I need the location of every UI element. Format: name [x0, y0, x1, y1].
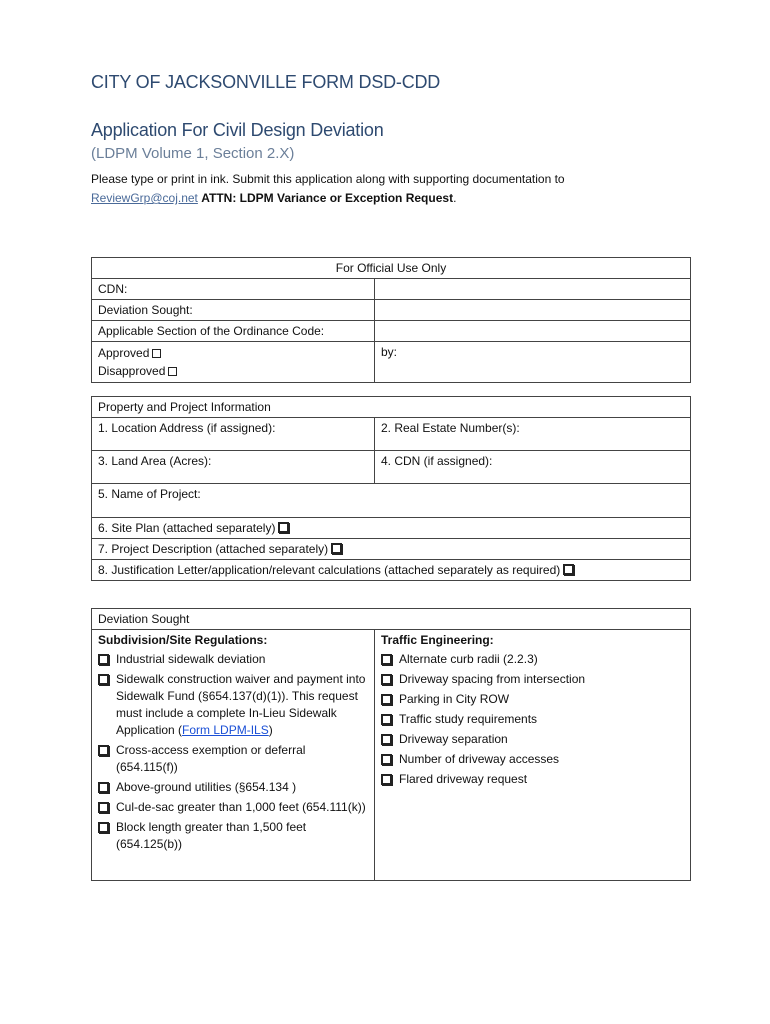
- location-address-label: 1. Location Address (if assigned):: [98, 421, 276, 435]
- subdivision-item: [98, 779, 368, 796]
- traffic-item: [381, 651, 684, 668]
- form-ldpm-ils-link[interactable]: Form LDPM-ILS: [182, 723, 269, 737]
- checkbox[interactable]: [381, 754, 392, 765]
- checkbox[interactable]: [98, 654, 109, 665]
- by-label: by:: [381, 345, 398, 359]
- approved-checkbox[interactable]: [152, 349, 161, 358]
- disapproved-checkbox[interactable]: [168, 367, 177, 376]
- subdivision-item: [98, 651, 368, 668]
- application-title: Application For Civil Design Deviation: [91, 120, 384, 140]
- form-title: CITY OF JACKSONVILLE FORM DSD-CDD: [91, 72, 441, 92]
- traffic-list: [381, 651, 684, 788]
- subdivision-header: Subdivision/Site Regulations:: [98, 633, 268, 647]
- justification-checkbox[interactable]: [563, 564, 574, 575]
- checkbox[interactable]: [98, 674, 109, 685]
- item-label: Block length greater than 1,500 feet (654.125(b)): [116, 820, 307, 851]
- checkbox[interactable]: [381, 714, 392, 725]
- approval-cell: [92, 342, 375, 383]
- traffic-column: [375, 630, 691, 881]
- site-plan-row: [92, 518, 691, 539]
- deviation-label: Deviation Sought:: [92, 300, 375, 321]
- official-use-title: For Official Use Only: [92, 258, 691, 279]
- subdivision-list: [98, 651, 368, 853]
- deviation-field[interactable]: [375, 300, 691, 321]
- traffic-item: [381, 731, 684, 748]
- subdivision-item: [98, 819, 368, 853]
- checkbox[interactable]: [381, 774, 392, 785]
- item-label: Number of driveway accesses: [399, 752, 560, 766]
- checkbox[interactable]: [381, 654, 392, 665]
- justification-row: [92, 560, 691, 581]
- checkbox[interactable]: [381, 674, 392, 685]
- checkbox[interactable]: [98, 782, 109, 793]
- project-desc-checkbox[interactable]: [331, 543, 342, 554]
- property-table: [91, 396, 691, 581]
- real-estate-field[interactable]: [375, 418, 691, 451]
- checkbox[interactable]: [98, 745, 109, 756]
- cdn-assigned-label: 4. CDN (if assigned):: [381, 454, 493, 468]
- item-label: Above-ground utilities (§654.134 ): [116, 780, 297, 794]
- item-label: Cross-access exemption or deferral (654.115(f)): [116, 743, 306, 774]
- section-field[interactable]: [375, 321, 691, 342]
- section-label: Applicable Section of the Ordinance Code:: [92, 321, 375, 342]
- approved-label: Approved: [98, 346, 150, 360]
- site-plan-checkbox[interactable]: [278, 522, 289, 533]
- cdn-field[interactable]: [375, 279, 691, 300]
- subdivision-item: [98, 799, 368, 816]
- justification-label: 8. Justification Letter/application/relevant calculations (attached separately as required): [98, 563, 561, 577]
- traffic-item: [381, 771, 684, 788]
- deviation-title: Deviation Sought: [92, 609, 691, 630]
- period: .: [453, 191, 457, 205]
- traffic-item: [381, 751, 684, 768]
- subdivision-item: [98, 671, 368, 739]
- location-address-field[interactable]: [92, 418, 375, 451]
- project-desc-label: 7. Project Description (attached separately): [98, 542, 329, 556]
- email-link[interactable]: ReviewGrp@coj.net: [91, 191, 198, 205]
- subdivision-column: [92, 630, 375, 881]
- project-name-label: 5. Name of Project:: [98, 487, 201, 501]
- traffic-header: Traffic Engineering:: [381, 633, 494, 647]
- item-label: Driveway separation: [399, 732, 508, 746]
- project-name-field[interactable]: [92, 484, 691, 518]
- checkbox[interactable]: [98, 802, 109, 813]
- item-label: Industrial sidewalk deviation: [116, 652, 266, 666]
- deviation-table: [91, 608, 691, 881]
- traffic-item: [381, 711, 684, 728]
- subdivision-item: [98, 742, 368, 776]
- cdn-assigned-field[interactable]: [375, 451, 691, 484]
- checkbox[interactable]: [381, 694, 392, 705]
- disapproved-label: Disapproved: [98, 364, 166, 378]
- land-area-label: 3. Land Area (Acres):: [98, 454, 212, 468]
- project-desc-row: [92, 539, 691, 560]
- traffic-item: [381, 671, 684, 688]
- item-label: Driveway spacing from intersection: [399, 672, 586, 686]
- item-label: Alternate curb radii (2.2.3): [399, 652, 538, 666]
- checkbox[interactable]: [381, 734, 392, 745]
- official-use-table: [91, 257, 691, 383]
- item-label: Flared driveway request: [399, 772, 528, 786]
- application-subtitle: (LDPM Volume 1, Section 2.X): [91, 145, 295, 162]
- item-label: Traffic study requirements: [399, 712, 538, 726]
- item-label: Sidewalk construction waiver and payment into Sidewalk Fund (§654.137(d)(1)). This request must include a complete In-Lieu Sidewalk Application (: [116, 672, 366, 737]
- checkbox[interactable]: [98, 822, 109, 833]
- close-paren: ): [268, 723, 273, 737]
- item-label: Cul-de-sac greater than 1,000 feet (654.111(k)): [116, 800, 366, 814]
- cdn-label: CDN:: [92, 279, 375, 300]
- attn-text: ATTN: LDPM Variance or Exception Request: [201, 191, 454, 205]
- instructions-text: Please type or print in ink. Submit this application along with supporting documentation to: [91, 172, 565, 186]
- land-area-field[interactable]: [92, 451, 375, 484]
- real-estate-label: 2. Real Estate Number(s):: [381, 421, 520, 435]
- site-plan-label: 6. Site Plan (attached separately): [98, 521, 276, 535]
- instructions: [91, 170, 691, 208]
- by-cell[interactable]: [375, 342, 691, 383]
- item-label: Parking in City ROW: [399, 692, 510, 706]
- traffic-item: [381, 691, 684, 708]
- property-title: Property and Project Information: [92, 397, 691, 418]
